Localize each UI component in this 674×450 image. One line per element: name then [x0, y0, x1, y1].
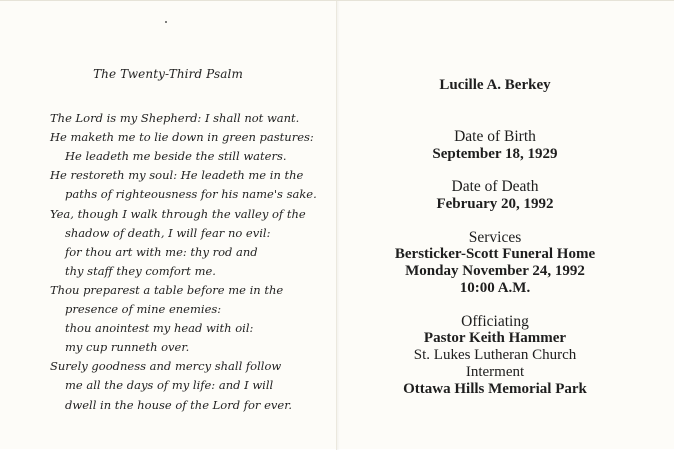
psalm-line: for thou art with me: thy rod and [65, 244, 258, 259]
psalm-line: paths of righteousness for his name's sake. [65, 187, 317, 202]
deceased-name: Lucille A. Berkey [439, 77, 551, 93]
psalm-line: my cup runneth over. [65, 340, 190, 355]
psalm-line: The Lord is my Shepherd: I shall not want. [50, 111, 300, 125]
psalm-line: He restoreth my soul: He leadeth me in the [50, 168, 304, 183]
psalm-line: shadow of death, I will fear no evil: [65, 225, 271, 240]
birth-label: Date of Birth [454, 128, 536, 145]
psalm-panel [0, 1, 336, 450]
psalm-line: dwell in the house of the Lord for ever. [65, 397, 293, 412]
death-date: February 20, 1992 [436, 196, 554, 212]
service-date: Monday November 24, 1992 [405, 263, 585, 279]
cemetery: Ottawa Hills Memorial Park [403, 381, 587, 397]
memorial-panel [340, 1, 674, 450]
psalm-line: He maketh me to lie down in green pastures: [50, 130, 314, 145]
interment-label: Interment [465, 364, 525, 380]
service-time: 10:00 A.M. [459, 280, 531, 296]
psalm-line: Surely goodness and mercy shall follow [50, 359, 282, 374]
psalm-line: presence of mine enemies: [65, 302, 222, 316]
psalm-line: Thou preparest a table before me in the [50, 282, 284, 297]
psalm-title: The Twenty-Third Psalm [93, 67, 243, 81]
funeral-home: Bersticker-Scott Funeral Home [394, 246, 596, 262]
officiating-label: Officiating [461, 313, 529, 330]
birth-date: September 18, 1929 [432, 146, 558, 162]
officiant: Pastor Keith Hammer [423, 330, 567, 346]
psalm-line: Yea, though I walk through the valley of the [50, 206, 306, 221]
services-label: Services [468, 229, 522, 246]
death-label: Date of Death [451, 178, 539, 195]
church: St. Lukes Lutheran Church [413, 347, 577, 363]
psalm-line: He leadeth me beside the still waters. [65, 149, 287, 164]
psalm-line: thou anointest my head with oil: [65, 321, 254, 336]
psalm-line: me all the days of my life: and I will [65, 378, 274, 393]
psalm-line: thy staff they comfort me. [65, 263, 216, 278]
